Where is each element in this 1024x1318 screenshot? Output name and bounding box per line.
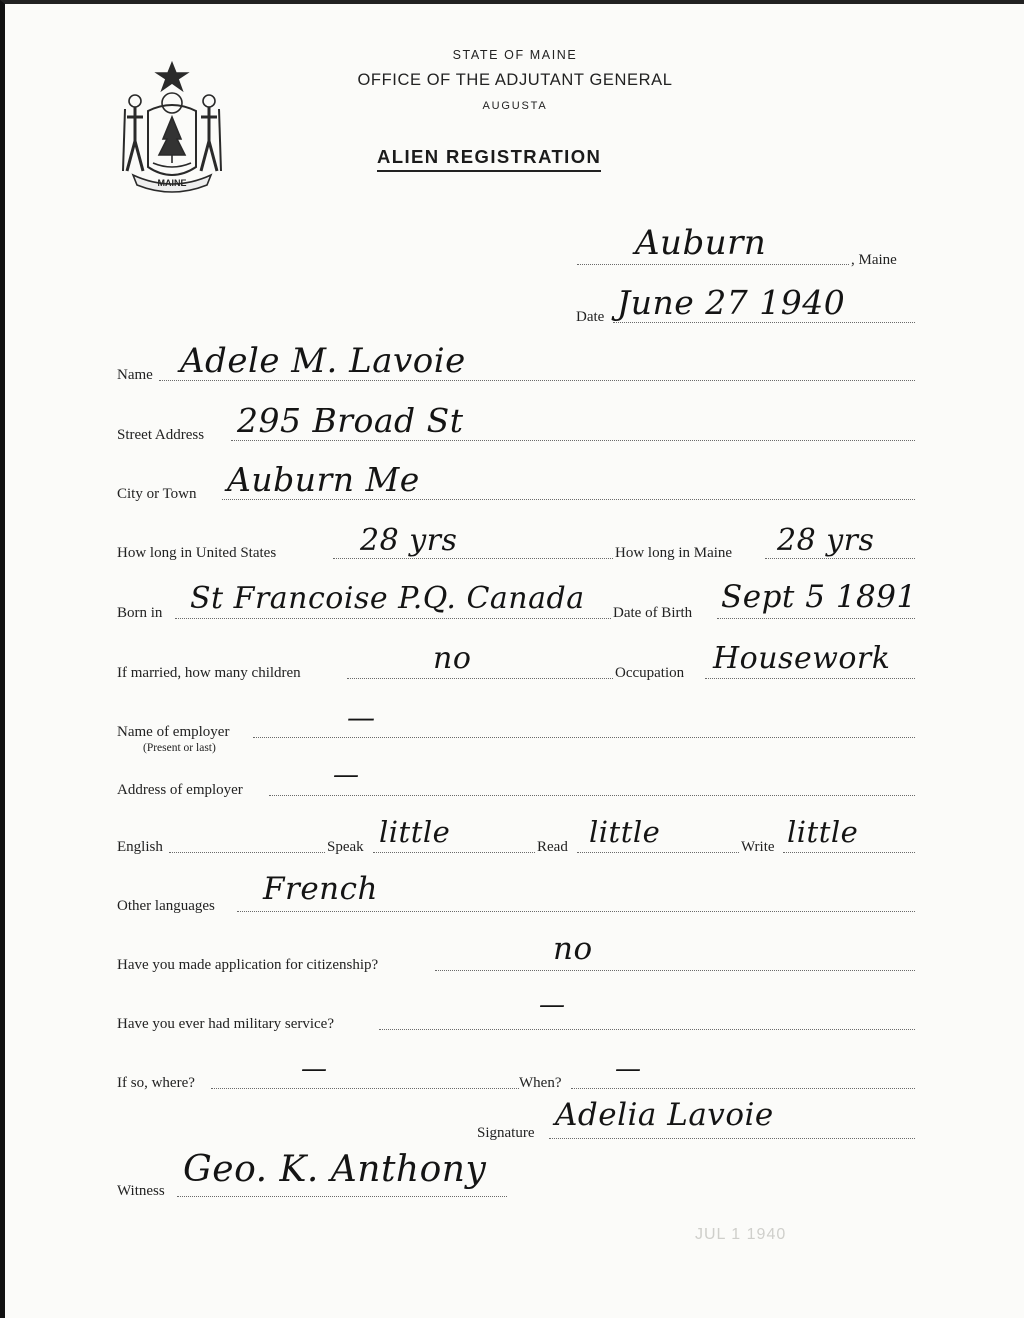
- speak-value: little: [379, 815, 451, 849]
- witness-line: [177, 1196, 507, 1197]
- city-line: [222, 499, 915, 500]
- born-in-value: St Francoise P.Q. Canada: [190, 581, 585, 616]
- occupation-value: Housework: [713, 641, 891, 676]
- read-value: little: [589, 815, 661, 849]
- date-of-birth-line: [717, 618, 915, 619]
- when-label: When?: [519, 1075, 562, 1091]
- how-long-maine-value: 28 yrs: [777, 523, 875, 558]
- employer-name-line: [253, 737, 915, 738]
- street-address-value: 295 Broad St: [237, 401, 464, 440]
- how-long-us-label: How long in United States: [117, 545, 277, 561]
- received-stamp: JUL 1 1940: [695, 1226, 787, 1243]
- english-label: English: [117, 839, 163, 855]
- read-line: [577, 852, 739, 853]
- military-line: [379, 1029, 915, 1030]
- occupation-label: Occupation: [615, 665, 685, 681]
- write-line: [783, 852, 915, 853]
- street-address-line: [231, 440, 915, 441]
- employer-address-value: —: [333, 760, 360, 790]
- children-label: If married, how many children: [117, 665, 301, 681]
- citizenship-line: [435, 970, 915, 971]
- date-label: Date: [576, 309, 605, 325]
- children-value: no: [433, 641, 472, 676]
- town-line: [577, 264, 849, 265]
- speak-line: [373, 852, 535, 853]
- maine-state-seal-icon: [113, 59, 231, 194]
- military-value: —: [539, 990, 566, 1020]
- if-so-where-label: If so, where?: [117, 1075, 195, 1091]
- citizenship-value: no: [553, 931, 593, 967]
- town-value: Auburn: [635, 223, 767, 263]
- name-label: Name: [117, 367, 153, 383]
- name-value: Adele M. Lavoie: [180, 341, 466, 381]
- write-value: little: [787, 815, 859, 849]
- military-label: Have you ever had military service?: [117, 1016, 334, 1032]
- witness-label: Witness: [117, 1183, 165, 1199]
- signature-line: [549, 1138, 915, 1139]
- date-line: [613, 322, 915, 323]
- signature-value: Adelia Lavoie: [555, 1097, 774, 1133]
- date-of-birth-value: Sept 5 1891: [721, 579, 917, 615]
- born-in-label: Born in: [117, 605, 163, 621]
- occupation-line: [705, 678, 915, 679]
- where-value: —: [301, 1054, 328, 1084]
- form-title: ALIEN REGISTRATION: [377, 146, 601, 172]
- employer-sub-label: (Present or last): [143, 742, 216, 754]
- state-heading: STATE OF MAINE: [452, 48, 578, 62]
- city-heading: AUGUSTA: [482, 100, 548, 112]
- other-languages-label: Other languages: [117, 898, 215, 914]
- employer-address-label: Address of employer: [117, 782, 243, 798]
- read-label: Read: [537, 839, 568, 855]
- born-in-line: [175, 618, 611, 619]
- how-long-maine-line: [765, 558, 915, 559]
- children-line: [347, 678, 613, 679]
- office-heading: OFFICE OF THE ADJUTANT GENERAL: [357, 71, 673, 89]
- citizenship-label: Have you made application for citizenship?: [117, 957, 379, 973]
- employer-name-label: Name of employer: [117, 724, 230, 740]
- write-label: Write: [741, 839, 775, 855]
- svg-text:MAINE: MAINE: [157, 178, 187, 188]
- other-languages-value: French: [263, 871, 378, 907]
- employer-address-line: [269, 795, 915, 796]
- maine-label: , Maine: [851, 252, 897, 268]
- employer-name-value: —: [347, 701, 376, 734]
- how-long-us-value: 28 yrs: [360, 523, 458, 558]
- city-label: City or Town: [117, 486, 197, 502]
- when-line: [571, 1088, 915, 1089]
- date-of-birth-label: Date of Birth: [613, 605, 693, 621]
- witness-value: Geo. K. Anthony: [183, 1149, 487, 1190]
- city-value: Auburn Me: [227, 460, 420, 499]
- where-line: [211, 1088, 519, 1089]
- speak-label: Speak: [327, 839, 364, 855]
- how-long-maine-label: How long in Maine: [615, 545, 733, 561]
- street-address-label: Street Address: [117, 427, 205, 443]
- date-value: June 27 1940: [617, 283, 846, 322]
- when-value: —: [615, 1054, 642, 1084]
- english-line: [169, 852, 325, 853]
- other-languages-line: [237, 911, 915, 912]
- how-long-us-line: [333, 558, 613, 559]
- signature-label: Signature: [477, 1125, 535, 1141]
